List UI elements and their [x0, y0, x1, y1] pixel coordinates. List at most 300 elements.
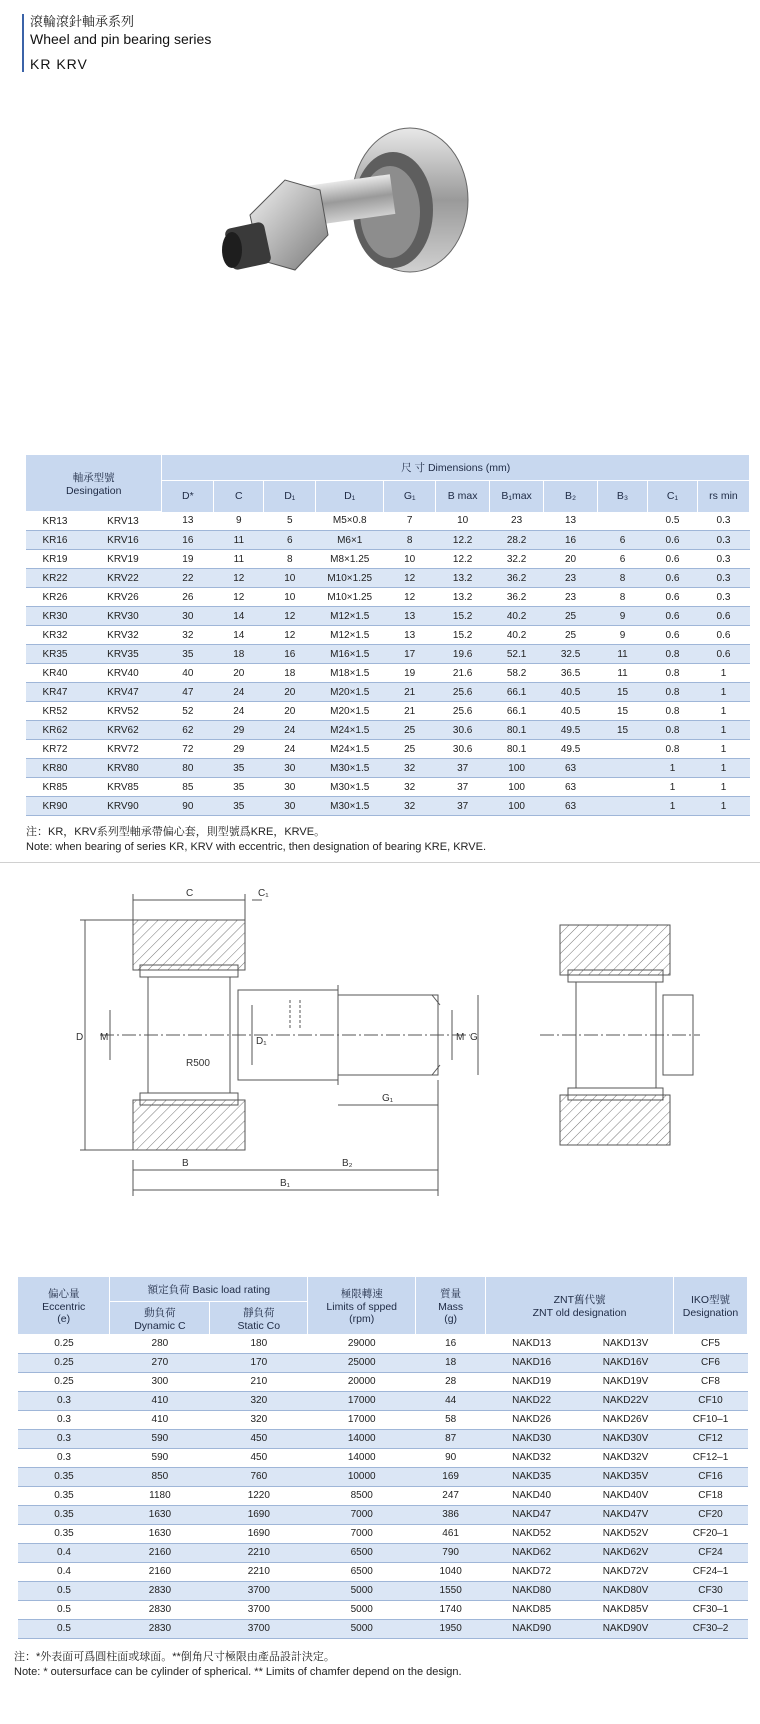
load-row-cell: 17000 [308, 1410, 416, 1429]
dims-row-cell: 8 [384, 531, 436, 550]
dims-row-cell: 24 [264, 740, 316, 759]
load-row-cell: 28 [416, 1372, 486, 1391]
load-row-cell: NAKD52V [578, 1524, 674, 1543]
load-row [18, 1353, 748, 1372]
load-row-cell: 386 [416, 1505, 486, 1524]
dims-row-cell [598, 512, 648, 531]
load-row-cell: NAKD26 [486, 1410, 578, 1429]
dims-row-cell: KR19 [26, 550, 84, 569]
load-row-cell: NAKD19V [578, 1372, 674, 1391]
dims-row-cell: M20×1.5 [316, 702, 384, 721]
load-row-cell: CF10–1 [673, 1410, 747, 1429]
load-row-cell: CF20–1 [673, 1524, 747, 1543]
dims-row-cell: 23 [490, 512, 544, 531]
dims-row-cell: 11 [598, 664, 648, 683]
dims-row-cell: 25.6 [436, 702, 490, 721]
dims-row-cell: 0.6 [648, 550, 698, 569]
load-row-cell: 17000 [308, 1391, 416, 1410]
dims-row-cell: 10 [384, 550, 436, 569]
load-row-cell: NAKD16 [486, 1353, 578, 1372]
load-row-cell: CF5 [673, 1334, 747, 1353]
dims-row-cell: M8×1.25 [316, 550, 384, 569]
dims-row-cell: 52.1 [490, 645, 544, 664]
dims-row-cell: 49.5 [544, 740, 598, 759]
dims-row-cell: 36.5 [544, 664, 598, 683]
dims-row-cell: 12 [264, 626, 316, 645]
dims-row-cell: M12×1.5 [316, 607, 384, 626]
dims-row-cell: 24 [214, 702, 264, 721]
dims-row-cell: 85 [162, 778, 214, 797]
dims-row-cell: 0.3 [697, 588, 749, 607]
dims-row-cell: KRV85 [84, 778, 162, 797]
dims-row-cell: 21.6 [436, 664, 490, 683]
dims-row-cell: 12 [384, 569, 436, 588]
dims-row [26, 607, 750, 626]
dims-row-cell: 40 [162, 664, 214, 683]
note-outersurface-en: Note: * outersurface can be cylinder of spherical. ** Limits of chamfer depend on the design. [14, 1666, 462, 1678]
dynamic-header-zh: 動負荷 [144, 1306, 176, 1319]
load-row-cell: 410 [110, 1391, 210, 1410]
dims-row-cell: 6 [264, 531, 316, 550]
dims-row-cell: 19 [162, 550, 214, 569]
eccentric-header [18, 1277, 110, 1334]
load-row [18, 1581, 748, 1600]
dims-row-cell: KR35 [26, 645, 84, 664]
note-outersurface-zh: 注：*外表面可爲圓柱面或球面。**倒角尺寸極限由產品設計決定。 [14, 1651, 335, 1663]
dims-row-cell: 0.8 [648, 740, 698, 759]
dims-row-cell: 72 [162, 740, 214, 759]
dims-row-cell: 0.3 [697, 531, 749, 550]
load-row-cell: 0.4 [18, 1562, 110, 1581]
dims-row-cell: 13.2 [436, 569, 490, 588]
dims-row-cell: 100 [490, 797, 544, 816]
dims-row-cell: KRV47 [84, 683, 162, 702]
load-row-cell: CF30–1 [673, 1600, 747, 1619]
note-eccentric [26, 825, 486, 855]
dims-row-cell: 30 [264, 759, 316, 778]
dims-row-cell: 40.5 [544, 683, 598, 702]
load-row-cell: 8500 [308, 1486, 416, 1505]
section-divider [0, 862, 760, 863]
load-row-cell: CF16 [673, 1467, 747, 1486]
static-header-en: Static Co [237, 1319, 281, 1332]
dims-row-cell: 1 [697, 740, 749, 759]
load-row-cell: 5000 [308, 1619, 416, 1638]
dims-row-cell: 19.6 [436, 645, 490, 664]
dims-row-cell: KR13 [26, 512, 84, 531]
dims-row-cell: M6×1 [316, 531, 384, 550]
dims-row-cell: KR80 [26, 759, 84, 778]
load-row [18, 1619, 748, 1638]
dims-row-cell: 15 [598, 702, 648, 721]
load-row-cell: 1690 [210, 1524, 308, 1543]
dims-row-cell: KR22 [26, 569, 84, 588]
load-row-cell: 29000 [308, 1334, 416, 1353]
dims-row-cell: 0.6 [648, 607, 698, 626]
dims-row-cell: 32.2 [490, 550, 544, 569]
dims-col-header: G₁ [384, 480, 436, 511]
dims-row-cell: 1 [697, 664, 749, 683]
dims-row [26, 550, 750, 569]
load-row-cell: NAKD80 [486, 1581, 578, 1600]
load-row-cell: NAKD16V [578, 1353, 674, 1372]
dims-row-cell: 25 [384, 740, 436, 759]
load-row-cell: NAKD62 [486, 1543, 578, 1562]
dims-row-cell: 19 [384, 664, 436, 683]
static-header [210, 1302, 308, 1335]
dims-row-cell: 0.8 [648, 683, 698, 702]
dims-row [26, 588, 750, 607]
dims-row-cell: 1 [697, 702, 749, 721]
load-row-cell: NAKD26V [578, 1410, 674, 1429]
load-row [18, 1410, 748, 1429]
load-row-cell: 1630 [110, 1524, 210, 1543]
mass-header [416, 1277, 486, 1334]
dims-row-cell: 30 [264, 778, 316, 797]
dims-row-cell: M24×1.5 [316, 721, 384, 740]
load-row-cell: 0.5 [18, 1581, 110, 1600]
dims-row-cell: 1 [648, 759, 698, 778]
dims-row-cell: 30.6 [436, 721, 490, 740]
load-row-cell: 18 [416, 1353, 486, 1372]
dims-col-header: B₁max [490, 480, 544, 511]
load-row [18, 1372, 748, 1391]
dims-row-cell: 80.1 [490, 740, 544, 759]
dims-row-cell: KRV72 [84, 740, 162, 759]
load-row-cell: NAKD32V [578, 1448, 674, 1467]
load-row-cell: NAKD35V [578, 1467, 674, 1486]
load-row-cell: NAKD40V [578, 1486, 674, 1505]
dims-row [26, 759, 750, 778]
znt-header-en: ZNT old designation [532, 1306, 627, 1319]
load-row-cell: 300 [110, 1372, 210, 1391]
series-title-zh: 滾輪滾針軸承系列 [30, 14, 135, 29]
load-row-cell: NAKD40 [486, 1486, 578, 1505]
load-rating-table [18, 1277, 748, 1639]
load-row-cell: 20000 [308, 1372, 416, 1391]
dims-row-cell: M5×0.8 [316, 512, 384, 531]
load-row-cell: 0.25 [18, 1372, 110, 1391]
load-row-cell: 1740 [416, 1600, 486, 1619]
dims-row-cell: 35 [214, 759, 264, 778]
dims-row-cell: 18 [264, 664, 316, 683]
iko-header-en: Designation [682, 1306, 739, 1319]
dims-row-cell: 100 [490, 778, 544, 797]
load-row-cell: 760 [210, 1467, 308, 1486]
dims-row [26, 512, 750, 531]
load-row-cell: NAKD30V [578, 1429, 674, 1448]
dims-row-cell: 20 [264, 683, 316, 702]
dims-row-cell: KR16 [26, 531, 84, 550]
dims-row-cell: 9 [214, 512, 264, 531]
dims-row-cell: 35 [162, 645, 214, 664]
dims-row-cell: 12 [264, 607, 316, 626]
dims-row-cell: M30×1.5 [316, 778, 384, 797]
dims-row-cell: KR47 [26, 683, 84, 702]
dims-row-cell: KRV13 [84, 512, 162, 531]
load-row-cell: 0.35 [18, 1524, 110, 1543]
dims-row-cell: 90 [162, 797, 214, 816]
dims-row-cell: 1 [697, 778, 749, 797]
dims-row-cell: 11 [214, 531, 264, 550]
load-row-cell: NAKD22 [486, 1391, 578, 1410]
load-row [18, 1429, 748, 1448]
dims-row-cell: 0.8 [648, 645, 698, 664]
dims-row-cell: 24 [264, 721, 316, 740]
dims-row [26, 702, 750, 721]
dims-row-cell: M10×1.25 [316, 569, 384, 588]
dims-row-cell: 14 [214, 607, 264, 626]
label-d: D [76, 1032, 84, 1043]
dims-row-cell: 35 [214, 797, 264, 816]
dims-row-cell: 1 [648, 778, 698, 797]
load-row-cell: 0.35 [18, 1467, 110, 1486]
dims-row-cell: 12.2 [436, 550, 490, 569]
dims-col-header: B₂ [544, 480, 598, 511]
mass-header-unit: (g) [444, 1312, 458, 1325]
dims-row-cell: M20×1.5 [316, 683, 384, 702]
load-row-cell: 0.35 [18, 1486, 110, 1505]
load-row-cell: 270 [110, 1353, 210, 1372]
label-c: C [186, 888, 194, 899]
load-row-cell: 44 [416, 1391, 486, 1410]
dims-row-cell: 25.6 [436, 683, 490, 702]
dims-row-cell: 16 [162, 531, 214, 550]
load-row-cell: 6500 [308, 1543, 416, 1562]
dims-col-header: D* [162, 480, 214, 511]
load-row-cell: CF24–1 [673, 1562, 747, 1581]
dims-row-cell: 0.5 [648, 512, 698, 531]
dims-row-cell: KR52 [26, 702, 84, 721]
dims-row-cell: 6 [598, 550, 648, 569]
dims-row-cell: 1 [648, 797, 698, 816]
dims-row-cell: 1 [697, 721, 749, 740]
load-row-cell: 210 [210, 1372, 308, 1391]
load-row-cell: NAKD35 [486, 1467, 578, 1486]
dims-row-cell: 58.2 [490, 664, 544, 683]
dims-row-cell: 26 [162, 588, 214, 607]
dims-row-cell: 9 [598, 607, 648, 626]
load-row-cell: 16 [416, 1334, 486, 1353]
load-row-cell: 0.5 [18, 1600, 110, 1619]
dims-row-cell: M30×1.5 [316, 797, 384, 816]
label-b1: B₁ [280, 1178, 291, 1189]
znt-header [486, 1277, 674, 1334]
dims-row-cell: 10 [436, 512, 490, 531]
dims-row-cell: 16 [264, 645, 316, 664]
dims-row-cell: 37 [436, 759, 490, 778]
dims-row-cell: 8 [598, 588, 648, 607]
load-row-cell: 320 [210, 1391, 308, 1410]
load-row-cell: CF12–1 [673, 1448, 747, 1467]
dimensions-header: 尺 寸 Dimensions (mm) [162, 455, 750, 480]
dims-row-cell: 12 [384, 588, 436, 607]
load-row-cell: 2830 [110, 1619, 210, 1638]
dims-row [26, 645, 750, 664]
dims-row [26, 721, 750, 740]
load-row-cell: 7000 [308, 1505, 416, 1524]
load-row-cell: NAKD32 [486, 1448, 578, 1467]
load-row-cell: 3700 [210, 1600, 308, 1619]
load-row-cell: 87 [416, 1429, 486, 1448]
dims-row [26, 664, 750, 683]
dims-row-cell: 29 [214, 721, 264, 740]
label-g1: G₁ [382, 1093, 394, 1104]
load-row-cell: 3700 [210, 1619, 308, 1638]
load-row-cell: 450 [210, 1429, 308, 1448]
dims-row-cell: 25 [544, 607, 598, 626]
series-codes: KR KRV [30, 56, 88, 72]
dims-row-cell: 16 [544, 531, 598, 550]
dims-row-cell: 30 [162, 607, 214, 626]
speed-header-en: Limits of spped [326, 1300, 398, 1313]
dims-row-cell: 23 [544, 588, 598, 607]
dims-row-cell [598, 759, 648, 778]
dims-row-cell: 13 [544, 512, 598, 531]
speed-header-unit: (rpm) [349, 1312, 375, 1325]
load-row-cell: CF8 [673, 1372, 747, 1391]
load-row-cell: 25000 [308, 1353, 416, 1372]
load-row-cell: CF18 [673, 1486, 747, 1505]
dims-row-cell [598, 778, 648, 797]
load-row-cell: NAKD22V [578, 1391, 674, 1410]
dims-row-cell: 80.1 [490, 721, 544, 740]
dims-row-cell: 32 [162, 626, 214, 645]
label-m-right: M [456, 1032, 465, 1043]
dims-row-cell: 29 [214, 740, 264, 759]
dims-row-cell: KR90 [26, 797, 84, 816]
dimensions-table [26, 455, 750, 816]
load-rating-header: 額定負荷 Basic load rating [110, 1277, 308, 1302]
dims-row-cell: 32.5 [544, 645, 598, 664]
load-row-cell: 0.3 [18, 1448, 110, 1467]
load-row-cell: 790 [416, 1543, 486, 1562]
load-row-cell: 0.3 [18, 1391, 110, 1410]
load-row-cell: 2210 [210, 1562, 308, 1581]
load-row-cell: 90 [416, 1448, 486, 1467]
dims-col-header: B max [436, 480, 490, 511]
load-row [18, 1543, 748, 1562]
load-row-cell: 3700 [210, 1581, 308, 1600]
load-row [18, 1562, 748, 1581]
load-row [18, 1448, 748, 1467]
dims-row-cell: 22 [162, 569, 214, 588]
load-row [18, 1524, 748, 1543]
dims-row-cell: KR30 [26, 607, 84, 626]
load-row-cell: 0.25 [18, 1334, 110, 1353]
dims-row-cell: 0.6 [648, 588, 698, 607]
load-row-cell: NAKD80V [578, 1581, 674, 1600]
dims-row-cell: KRV19 [84, 550, 162, 569]
load-row [18, 1334, 748, 1353]
dims-row-cell: 52 [162, 702, 214, 721]
dims-row-cell: 30.6 [436, 740, 490, 759]
dims-row-cell: 7 [384, 512, 436, 531]
dims-row-cell: 18 [214, 645, 264, 664]
dims-row-cell: KR62 [26, 721, 84, 740]
dims-row-cell: 21 [384, 702, 436, 721]
load-row-cell: 590 [110, 1429, 210, 1448]
dims-row-cell: 63 [544, 797, 598, 816]
dims-row-cell: 40.5 [544, 702, 598, 721]
dims-row-cell: 15 [598, 721, 648, 740]
label-r500: R500 [186, 1058, 210, 1069]
dims-row-cell: 13.2 [436, 588, 490, 607]
dims-row-cell: 35 [214, 778, 264, 797]
load-row-cell: 850 [110, 1467, 210, 1486]
bearing-photo [210, 110, 510, 320]
dims-row-cell: KRV32 [84, 626, 162, 645]
load-row-cell: 1180 [110, 1486, 210, 1505]
dims-row-cell: 0.6 [697, 645, 749, 664]
dynamic-header [110, 1302, 210, 1335]
dims-row-cell: KRV22 [84, 569, 162, 588]
dims-row-cell: 5 [264, 512, 316, 531]
dims-row-cell: 0.6 [697, 626, 749, 645]
load-row-cell: CF30 [673, 1581, 747, 1600]
label-m-left: M [100, 1032, 109, 1043]
dynamic-header-en: Dynamic C [134, 1319, 186, 1332]
series-title-en: Wheel and pin bearing series [30, 31, 212, 47]
load-row-cell: NAKD85V [578, 1600, 674, 1619]
dims-row-cell: 23 [544, 569, 598, 588]
dims-row-cell: KRV80 [84, 759, 162, 778]
dims-row-cell [598, 797, 648, 816]
note-outersurface [14, 1650, 462, 1680]
load-row-cell: 450 [210, 1448, 308, 1467]
load-row-cell: NAKD30 [486, 1429, 578, 1448]
load-row-cell: 0.4 [18, 1543, 110, 1562]
dims-row-cell: 11 [598, 645, 648, 664]
dims-row-cell: KR72 [26, 740, 84, 759]
dims-row [26, 569, 750, 588]
load-row-cell: NAKD62V [578, 1543, 674, 1562]
load-row-cell: 2160 [110, 1543, 210, 1562]
dims-row-cell: 80 [162, 759, 214, 778]
dims-row-cell: M24×1.5 [316, 740, 384, 759]
load-row-cell: 0.5 [18, 1619, 110, 1638]
load-row-cell: 6500 [308, 1562, 416, 1581]
dims-row [26, 683, 750, 702]
load-row-cell: 5000 [308, 1581, 416, 1600]
iko-header [673, 1277, 747, 1334]
load-row-cell: CF24 [673, 1543, 747, 1562]
load-row-cell: NAKD85 [486, 1600, 578, 1619]
dims-row-cell: 32 [384, 797, 436, 816]
dims-row-cell: 0.3 [697, 512, 749, 531]
dims-row-cell: 32 [384, 759, 436, 778]
note-eccentric-zh: 注：KR，KRV系列型軸承帶偏心套，則型號爲KRE，KRVE。 [26, 826, 326, 838]
dims-row-cell: 63 [544, 759, 598, 778]
load-row [18, 1467, 748, 1486]
dims-row-cell: 24 [214, 683, 264, 702]
load-row [18, 1486, 748, 1505]
dims-row-cell: 8 [598, 569, 648, 588]
load-row-cell: CF20 [673, 1505, 747, 1524]
load-row-cell: 2830 [110, 1600, 210, 1619]
dims-row-cell: 100 [490, 759, 544, 778]
load-row-cell: NAKD47V [578, 1505, 674, 1524]
dims-row-cell: 36.2 [490, 588, 544, 607]
dims-row-cell: 12.2 [436, 531, 490, 550]
dims-row-cell: 36.2 [490, 569, 544, 588]
iko-header-zh: IKO型號 [690, 1293, 731, 1306]
dims-row-cell: 10 [264, 569, 316, 588]
dims-row-cell: 37 [436, 797, 490, 816]
dims-row-cell: 17 [384, 645, 436, 664]
load-row-cell: 0.35 [18, 1505, 110, 1524]
load-row-cell: 2210 [210, 1543, 308, 1562]
